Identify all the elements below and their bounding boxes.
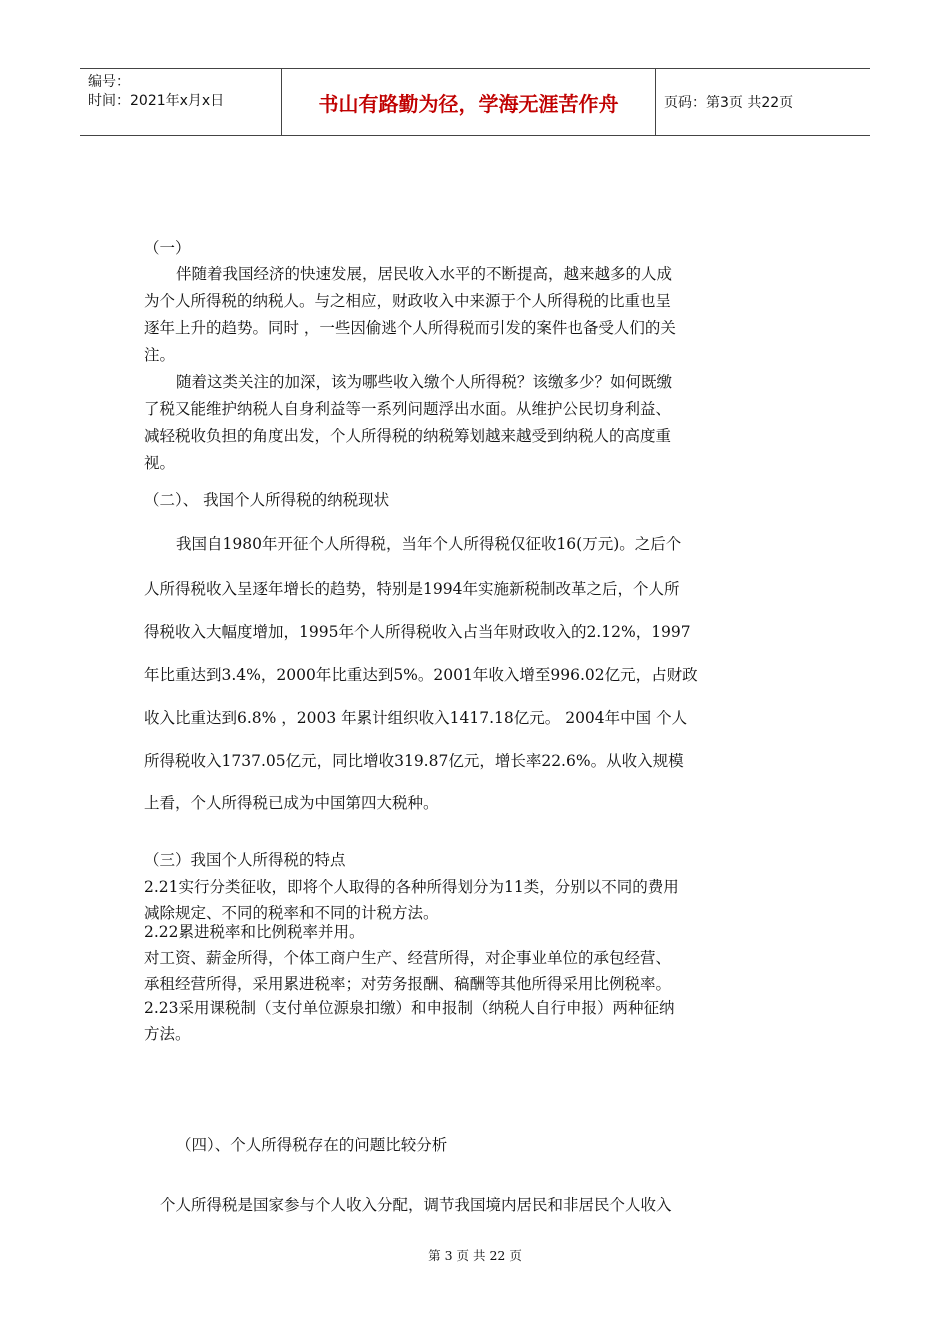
header-time-label: 时间：2021年x月x日 (88, 93, 225, 109)
section-1-heading: （一） (144, 239, 191, 257)
section-4-first-line: 个人所得税是国家参与个人收入分配，调节我国境内居民和非居民个人收入 (160, 1196, 672, 1214)
section-3-heading: （三）我国个人所得税的特点 (144, 851, 346, 869)
document-header (80, 68, 870, 136)
page-footer: 第 3 页 共 22 页 (428, 1248, 522, 1263)
header-page-info: 页码：第3页 共22页 (664, 95, 794, 111)
section-2-heading: （二）、 我国个人所得税的纳税现状 (144, 491, 390, 509)
header-number-label: 编号： (88, 74, 130, 90)
section-4-heading: （四）、个人所得税存在的问题比较分析 (176, 1136, 448, 1154)
header-meta (80, 69, 282, 135)
header-motto: 书山有路勤为径，学海无涯苦作舟 (282, 69, 656, 135)
